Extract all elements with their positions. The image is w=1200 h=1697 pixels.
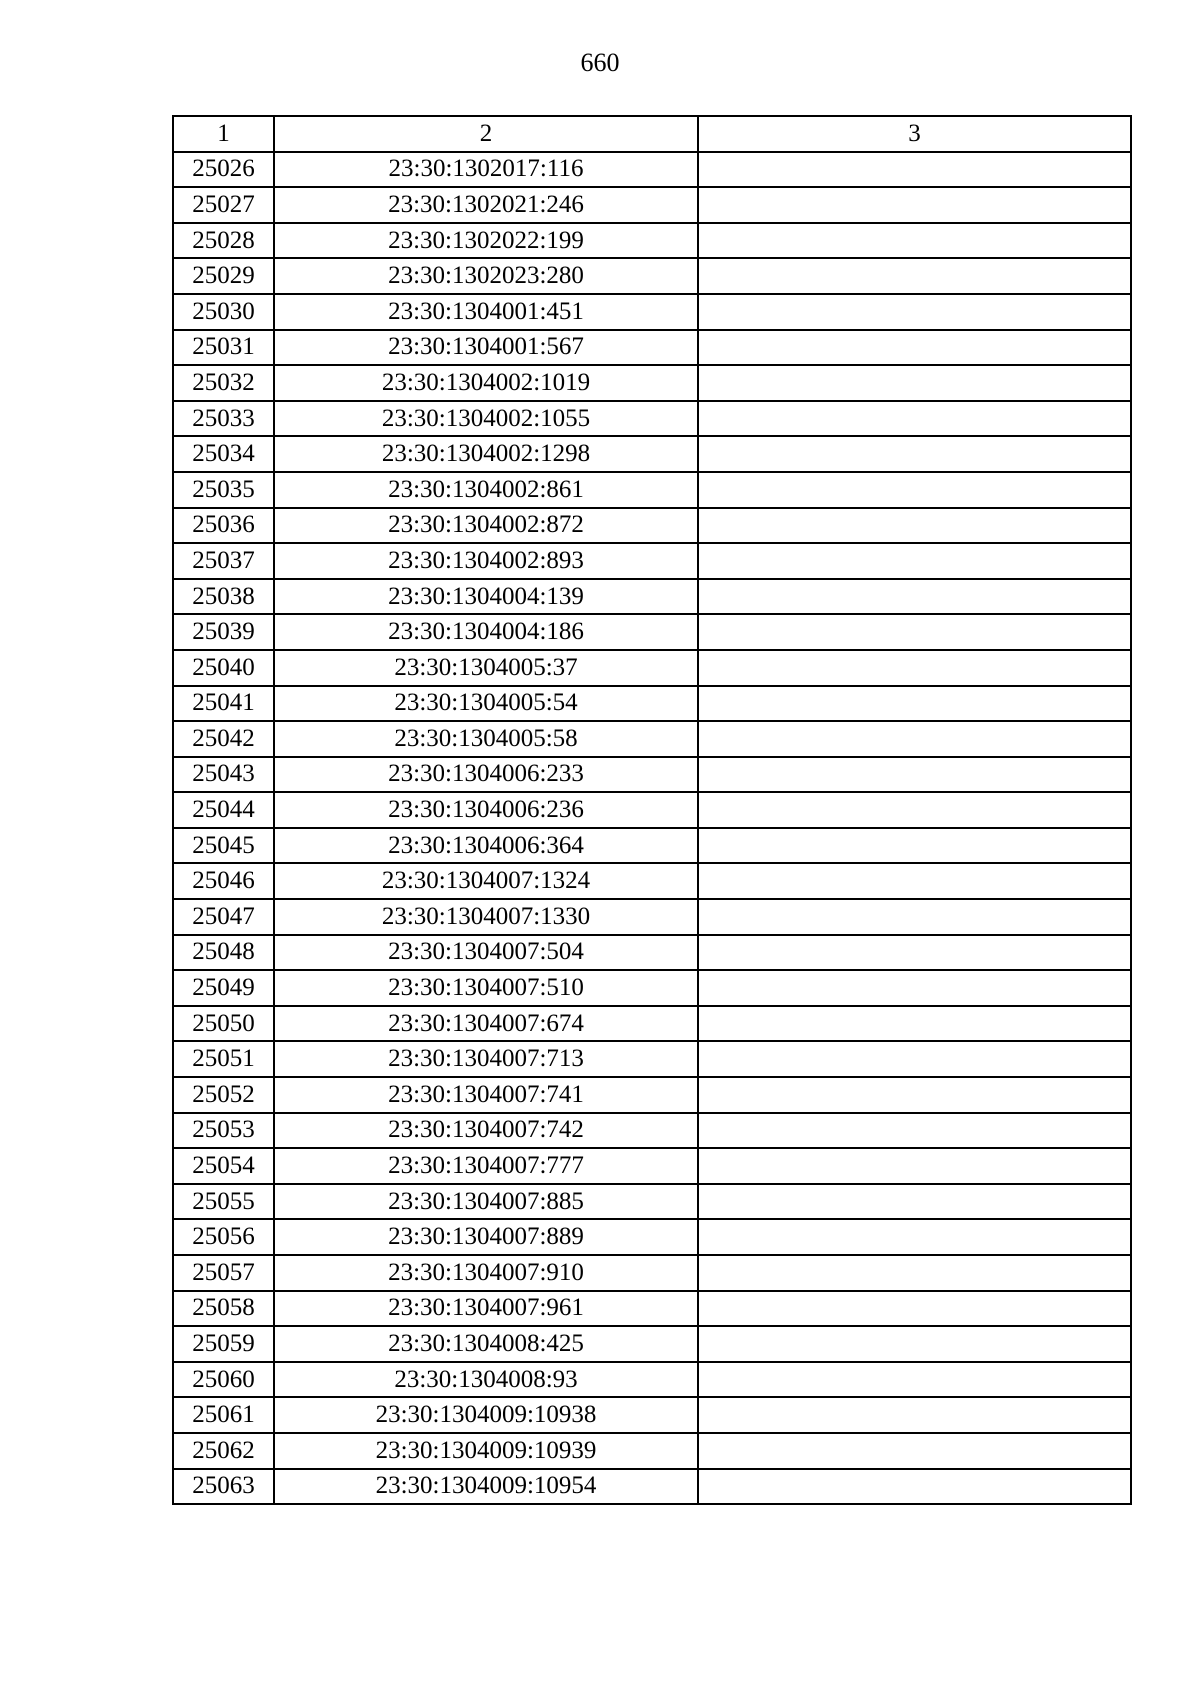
cadastral-number-cell: 23:30:1304005:58 xyxy=(274,721,698,757)
table-row xyxy=(173,970,1131,1006)
row-number-cell: 25047 xyxy=(173,899,274,935)
cadastral-number-cell: 23:30:1304007:961 xyxy=(274,1291,698,1327)
notes-cell xyxy=(698,1326,1131,1362)
row-number-cell: 25043 xyxy=(173,757,274,793)
notes-cell xyxy=(698,401,1131,437)
page-number: 660 xyxy=(580,48,620,77)
row-number-cell: 25036 xyxy=(173,508,274,544)
row-number-cell: 25061 xyxy=(173,1397,274,1433)
table-row xyxy=(173,863,1131,899)
table-row xyxy=(173,258,1131,294)
cadastral-number-cell: 23:30:1302022:199 xyxy=(274,223,698,259)
table-row xyxy=(173,650,1131,686)
table-body xyxy=(173,152,1131,1505)
table-row xyxy=(173,1326,1131,1362)
notes-cell xyxy=(698,187,1131,223)
table-row xyxy=(173,935,1131,971)
notes-cell xyxy=(698,1255,1131,1291)
notes-cell xyxy=(698,223,1131,259)
notes-cell xyxy=(698,365,1131,401)
row-number-cell: 25033 xyxy=(173,401,274,437)
cadastral-number-cell: 23:30:1304002:872 xyxy=(274,508,698,544)
table-row xyxy=(173,614,1131,650)
notes-cell xyxy=(698,152,1131,188)
row-number-cell: 25032 xyxy=(173,365,274,401)
row-number-cell: 25053 xyxy=(173,1113,274,1149)
row-number-cell: 25056 xyxy=(173,1219,274,1255)
notes-cell xyxy=(698,330,1131,366)
row-number-cell: 25058 xyxy=(173,1291,274,1327)
row-number-cell: 25054 xyxy=(173,1148,274,1184)
cadastral-number-cell: 23:30:1304007:510 xyxy=(274,970,698,1006)
notes-cell xyxy=(698,1219,1131,1255)
row-number-cell: 25052 xyxy=(173,1077,274,1113)
row-number-cell: 25040 xyxy=(173,650,274,686)
table-header xyxy=(173,116,1131,152)
row-number-cell: 25057 xyxy=(173,1255,274,1291)
row-number-cell: 25028 xyxy=(173,223,274,259)
notes-cell xyxy=(698,1397,1131,1433)
notes-cell xyxy=(698,1077,1131,1113)
table-row xyxy=(173,294,1131,330)
row-number-cell: 25046 xyxy=(173,863,274,899)
notes-cell xyxy=(698,472,1131,508)
notes-cell xyxy=(698,1291,1131,1327)
row-number-cell: 25060 xyxy=(173,1362,274,1398)
table-row xyxy=(173,721,1131,757)
cadastral-number-cell: 23:30:1304006:364 xyxy=(274,828,698,864)
cadastral-number-cell: 23:30:1302017:116 xyxy=(274,152,698,188)
table-row xyxy=(173,1184,1131,1220)
cadastral-number-cell: 23:30:1304009:10938 xyxy=(274,1397,698,1433)
cadastral-number-cell: 23:30:1304002:1019 xyxy=(274,365,698,401)
cadastral-number-cell: 23:30:1304007:1324 xyxy=(274,863,698,899)
table-row xyxy=(173,223,1131,259)
row-number-cell: 25030 xyxy=(173,294,274,330)
row-number-cell: 25042 xyxy=(173,721,274,757)
table-row xyxy=(173,757,1131,793)
notes-cell xyxy=(698,579,1131,615)
cadastral-number-cell: 23:30:1304007:741 xyxy=(274,1077,698,1113)
cadastral-number-cell: 23:30:1304005:37 xyxy=(274,650,698,686)
cadastral-number-cell: 23:30:1302021:246 xyxy=(274,187,698,223)
table-row xyxy=(173,1433,1131,1469)
notes-cell xyxy=(698,721,1131,757)
table-row xyxy=(173,1041,1131,1077)
row-number-cell: 25049 xyxy=(173,970,274,1006)
cadastral-number-cell: 23:30:1304005:54 xyxy=(274,686,698,722)
table-row xyxy=(173,1006,1131,1042)
row-number-cell: 25062 xyxy=(173,1433,274,1469)
cadastral-number-cell: 23:30:1304007:742 xyxy=(274,1113,698,1149)
row-number-cell: 25031 xyxy=(173,330,274,366)
notes-cell xyxy=(698,543,1131,579)
table-row xyxy=(173,899,1131,935)
data-table xyxy=(172,115,1132,1505)
cadastral-number-cell: 23:30:1304007:713 xyxy=(274,1041,698,1077)
row-number-cell: 25048 xyxy=(173,935,274,971)
cadastral-number-cell: 23:30:1304006:236 xyxy=(274,792,698,828)
cadastral-number-cell: 23:30:1304001:567 xyxy=(274,330,698,366)
column-header-1: 1 xyxy=(173,116,274,152)
table-row xyxy=(173,436,1131,472)
table-row xyxy=(173,543,1131,579)
row-number-cell: 25051 xyxy=(173,1041,274,1077)
table-row xyxy=(173,1219,1131,1255)
cadastral-number-cell: 23:30:1304007:777 xyxy=(274,1148,698,1184)
cadastral-number-cell: 23:30:1304004:139 xyxy=(274,579,698,615)
table-row xyxy=(173,792,1131,828)
notes-cell xyxy=(698,863,1131,899)
row-number-cell: 25041 xyxy=(173,686,274,722)
notes-cell xyxy=(698,1041,1131,1077)
cadastral-number-cell: 23:30:1304007:1330 xyxy=(274,899,698,935)
notes-cell xyxy=(698,1433,1131,1469)
table-row xyxy=(173,1362,1131,1398)
cadastral-number-cell: 23:30:1304008:93 xyxy=(274,1362,698,1398)
header-row xyxy=(173,116,1131,152)
notes-cell xyxy=(698,899,1131,935)
table-row xyxy=(173,1291,1131,1327)
cadastral-number-cell: 23:30:1304002:1055 xyxy=(274,401,698,437)
table-row xyxy=(173,1113,1131,1149)
table-row xyxy=(173,1397,1131,1433)
table-row xyxy=(173,1255,1131,1291)
cadastral-number-cell: 23:30:1304009:10954 xyxy=(274,1469,698,1505)
row-number-cell: 25037 xyxy=(173,543,274,579)
notes-cell xyxy=(698,757,1131,793)
notes-cell xyxy=(698,1362,1131,1398)
cadastral-number-cell: 23:30:1304001:451 xyxy=(274,294,698,330)
notes-cell xyxy=(698,935,1131,971)
notes-cell xyxy=(698,650,1131,686)
row-number-cell: 25039 xyxy=(173,614,274,650)
cadastral-number-cell: 23:30:1304002:861 xyxy=(274,472,698,508)
notes-cell xyxy=(698,1184,1131,1220)
table-row xyxy=(173,330,1131,366)
table-row xyxy=(173,1469,1131,1505)
cadastral-number-cell: 23:30:1304004:186 xyxy=(274,614,698,650)
notes-cell xyxy=(698,1469,1131,1505)
notes-cell xyxy=(698,970,1131,1006)
cadastral-number-cell: 23:30:1304007:910 xyxy=(274,1255,698,1291)
table-row xyxy=(173,472,1131,508)
notes-cell xyxy=(698,1006,1131,1042)
row-number-cell: 25035 xyxy=(173,472,274,508)
cadastral-number-cell: 23:30:1304007:889 xyxy=(274,1219,698,1255)
notes-cell xyxy=(698,828,1131,864)
table-row xyxy=(173,365,1131,401)
cadastral-number-cell: 23:30:1304007:885 xyxy=(274,1184,698,1220)
notes-cell xyxy=(698,686,1131,722)
notes-cell xyxy=(698,294,1131,330)
cadastral-number-cell: 23:30:1304007:674 xyxy=(274,1006,698,1042)
column-header-2: 2 xyxy=(274,116,698,152)
table-row xyxy=(173,152,1131,188)
row-number-cell: 25063 xyxy=(173,1469,274,1505)
cadastral-number-cell: 23:30:1302023:280 xyxy=(274,258,698,294)
table-row xyxy=(173,508,1131,544)
row-number-cell: 25026 xyxy=(173,152,274,188)
row-number-cell: 25038 xyxy=(173,579,274,615)
cadastral-number-cell: 23:30:1304007:504 xyxy=(274,935,698,971)
cadastral-number-cell: 23:30:1304009:10939 xyxy=(274,1433,698,1469)
notes-cell xyxy=(698,614,1131,650)
cadastral-number-cell: 23:30:1304006:233 xyxy=(274,757,698,793)
notes-cell xyxy=(698,792,1131,828)
table-row xyxy=(173,686,1131,722)
row-number-cell: 25050 xyxy=(173,1006,274,1042)
column-header-3: 3 xyxy=(698,116,1131,152)
table-row xyxy=(173,401,1131,437)
table-row xyxy=(173,1148,1131,1184)
table-row xyxy=(173,579,1131,615)
row-number-cell: 25059 xyxy=(173,1326,274,1362)
notes-cell xyxy=(698,1113,1131,1149)
table-row xyxy=(173,828,1131,864)
table-row xyxy=(173,187,1131,223)
notes-cell xyxy=(698,1148,1131,1184)
row-number-cell: 25029 xyxy=(173,258,274,294)
row-number-cell: 25044 xyxy=(173,792,274,828)
row-number-cell: 25055 xyxy=(173,1184,274,1220)
row-number-cell: 25034 xyxy=(173,436,274,472)
notes-cell xyxy=(698,508,1131,544)
cadastral-number-cell: 23:30:1304002:1298 xyxy=(274,436,698,472)
row-number-cell: 25045 xyxy=(173,828,274,864)
cadastral-number-cell: 23:30:1304002:893 xyxy=(274,543,698,579)
table-row xyxy=(173,1077,1131,1113)
row-number-cell: 25027 xyxy=(173,187,274,223)
notes-cell xyxy=(698,436,1131,472)
notes-cell xyxy=(698,258,1131,294)
cadastral-number-cell: 23:30:1304008:425 xyxy=(274,1326,698,1362)
